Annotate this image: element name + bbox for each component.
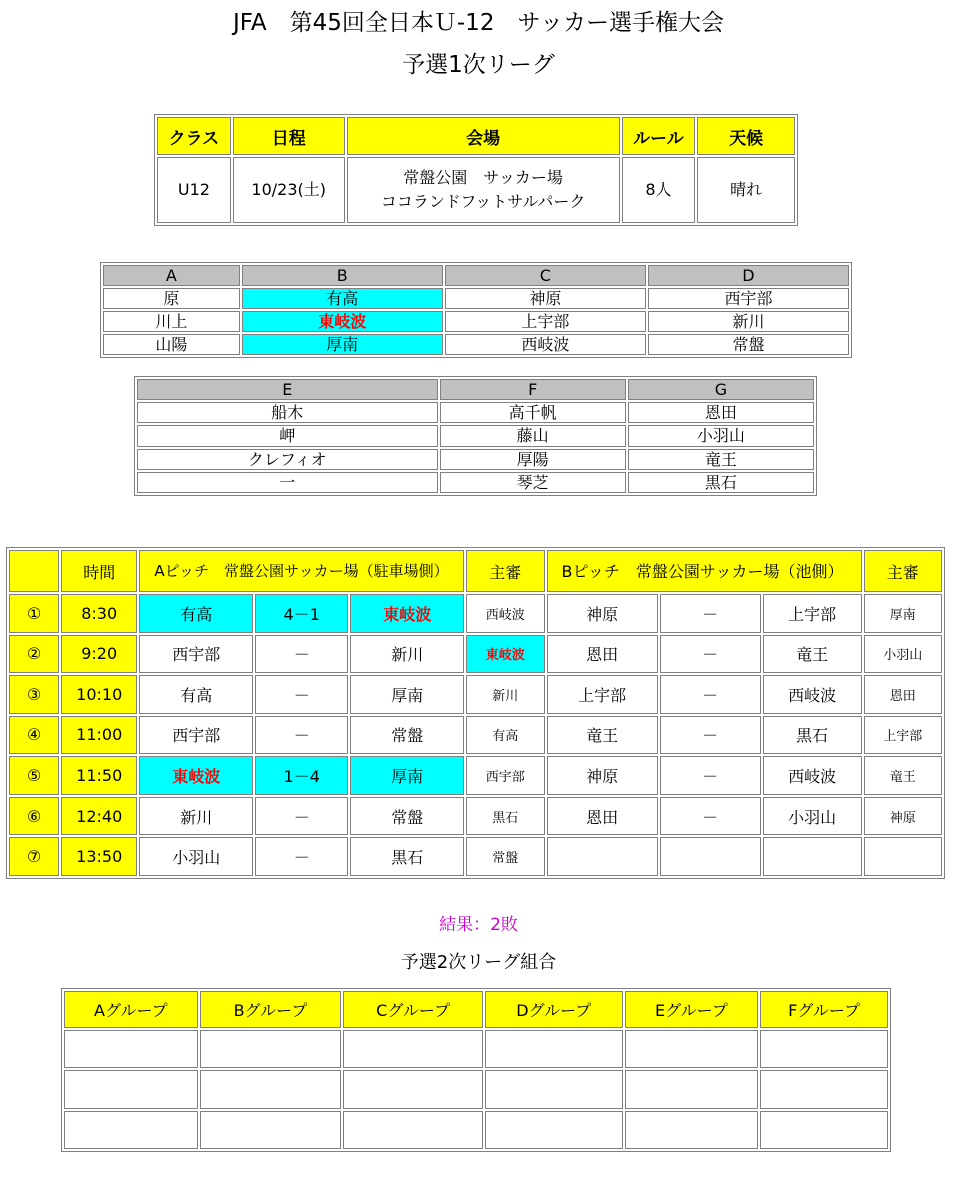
league2-header-c: Cグループ — [343, 991, 483, 1028]
league2-cell — [200, 1111, 342, 1149]
group-team: 厚陽 — [440, 449, 626, 470]
group-team: 上宇部 — [445, 311, 646, 332]
match-number: ⑤ — [9, 756, 59, 795]
group-header-b: B — [242, 265, 443, 286]
match-time: 10:10 — [61, 675, 137, 714]
class-value: U12 — [157, 157, 231, 223]
a-home-team: 有高 — [139, 675, 253, 714]
match-time: 11:50 — [61, 756, 137, 795]
b-home-team: 恩田 — [547, 797, 658, 836]
group-team: 常盤 — [648, 334, 849, 355]
match-number: ③ — [9, 675, 59, 714]
b-home-team — [547, 837, 658, 876]
group-team: 琴芝 — [440, 472, 626, 493]
header-pitch-a: Aピッチ 常盤公園サッカー場（駐車場側） — [139, 550, 464, 592]
b-score: － — [660, 675, 761, 714]
a-referee: 西宇部 — [466, 756, 544, 795]
a-home-team: 小羽山 — [139, 837, 253, 876]
header-referee-a: 主審 — [466, 550, 544, 592]
a-home-team: 西宇部 — [139, 635, 253, 674]
group-team: 新川 — [648, 311, 849, 332]
a-referee: 西岐波 — [466, 594, 544, 633]
a-referee: 新川 — [466, 675, 544, 714]
league2-cell — [760, 1111, 888, 1149]
group-team: 西岐波 — [445, 334, 646, 355]
rule-value: 8人 — [622, 157, 696, 223]
header-blank — [9, 550, 59, 592]
b-home-team: 竜王 — [547, 716, 658, 755]
b-away-team: 黒石 — [763, 716, 862, 755]
b-score — [660, 837, 761, 876]
b-away-team: 小羽山 — [763, 797, 862, 836]
b-referee: 恩田 — [864, 675, 942, 714]
a-home-team: 有高 — [139, 594, 253, 633]
b-home-team: 恩田 — [547, 635, 658, 674]
a-away-team: 厚南 — [350, 756, 464, 795]
b-score: － — [660, 756, 761, 795]
match-time: 13:50 — [61, 837, 137, 876]
league2-cell — [343, 1070, 483, 1108]
header-venue: 会場 — [347, 117, 620, 155]
a-score: － — [255, 716, 348, 755]
league2-cell — [760, 1030, 888, 1068]
header-rule: ルール — [622, 117, 696, 155]
group-header-e: E — [137, 379, 438, 400]
schedule-table — [6, 547, 945, 879]
b-referee — [864, 837, 942, 876]
group-team: クレフィオ — [137, 449, 438, 470]
b-away-team — [763, 837, 862, 876]
league2-cell — [64, 1070, 198, 1108]
venue-value — [347, 157, 620, 223]
result-text: 結果：2敗 — [439, 915, 518, 935]
match-time: 9:20 — [61, 635, 137, 674]
b-home-team: 神原 — [547, 756, 658, 795]
league2-header-b: Bグループ — [200, 991, 342, 1028]
b-referee: 厚南 — [864, 594, 942, 633]
b-home-team: 上宇部 — [547, 675, 658, 714]
group-team: 神原 — [445, 288, 646, 309]
group-header-a: A — [103, 265, 240, 286]
group-team: 原 — [103, 288, 240, 309]
a-score: － — [255, 675, 348, 714]
b-away-team: 西岐波 — [763, 675, 862, 714]
weather-value: 晴れ — [697, 157, 795, 223]
group-team: 高千帆 — [440, 402, 626, 423]
league2-cell — [485, 1030, 623, 1068]
group-team: 恩田 — [628, 402, 814, 423]
group-team: 岬 — [137, 425, 438, 446]
league2-cell — [625, 1111, 759, 1149]
match-number: ④ — [9, 716, 59, 755]
league2-cell — [200, 1030, 342, 1068]
b-score: － — [660, 716, 761, 755]
group-table-e-g — [134, 376, 817, 496]
group-team: 藤山 — [440, 425, 626, 446]
match-time: 12:40 — [61, 797, 137, 836]
venue-line1: 常盤公園 サッカー場 — [403, 168, 563, 187]
group-team: 小羽山 — [628, 425, 814, 446]
league2-cell — [625, 1030, 759, 1068]
group-team: 一 — [137, 472, 438, 493]
league2-header-e: Eグループ — [625, 991, 759, 1028]
a-away-team: 東岐波 — [350, 594, 464, 633]
a-referee: 有高 — [466, 716, 544, 755]
a-home-team: 西宇部 — [139, 716, 253, 755]
header-referee-b: 主審 — [864, 550, 942, 592]
b-away-team: 上宇部 — [763, 594, 862, 633]
a-away-team: 常盤 — [350, 716, 464, 755]
match-number: ① — [9, 594, 59, 633]
b-away-team: 西岐波 — [763, 756, 862, 795]
b-home-team: 神原 — [547, 594, 658, 633]
a-home-team-highlight: 東岐波 — [139, 756, 253, 795]
group-header-f: F — [440, 379, 626, 400]
b-referee: 小羽山 — [864, 635, 942, 674]
b-score: － — [660, 594, 761, 633]
group-team: 竜王 — [628, 449, 814, 470]
group-team: 厚南 — [242, 334, 443, 355]
a-score: 1－4 — [255, 756, 348, 795]
match-number: ② — [9, 635, 59, 674]
a-home-team: 新川 — [139, 797, 253, 836]
a-away-team: 新川 — [350, 635, 464, 674]
b-score: － — [660, 797, 761, 836]
header-time: 時間 — [61, 550, 137, 592]
group-table-a-d — [100, 262, 852, 358]
league2-header-d: Dグループ — [485, 991, 623, 1028]
a-referee: 常盤 — [466, 837, 544, 876]
group-header-g: G — [628, 379, 814, 400]
b-referee: 上宇部 — [864, 716, 942, 755]
b-score: － — [660, 635, 761, 674]
info-table — [154, 114, 798, 226]
a-away-team: 厚南 — [350, 675, 464, 714]
a-referee-highlight: 東岐波 — [466, 635, 544, 674]
group-team: 西宇部 — [648, 288, 849, 309]
league2-cell — [200, 1070, 342, 1108]
group-header-d: D — [648, 265, 849, 286]
match-time: 8:30 — [61, 594, 137, 633]
a-score: － — [255, 635, 348, 674]
league2-cell — [343, 1030, 483, 1068]
a-score: － — [255, 837, 348, 876]
b-referee: 神原 — [864, 797, 942, 836]
b-referee: 竜王 — [864, 756, 942, 795]
venue-line2: ココランドフットサルパーク — [380, 192, 586, 211]
league2-cell — [64, 1030, 198, 1068]
league2-cell — [64, 1111, 198, 1149]
league2-cell — [343, 1111, 483, 1149]
header-weather: 天候 — [697, 117, 795, 155]
league2-cell — [760, 1070, 888, 1108]
match-number: ⑦ — [9, 837, 59, 876]
league2-header-f: Fグループ — [760, 991, 888, 1028]
league2-title: 予選2次リーグ組合 — [400, 952, 557, 973]
a-away-team: 黒石 — [350, 837, 464, 876]
match-time: 11:00 — [61, 716, 137, 755]
date-value: 10/23(土) — [233, 157, 345, 223]
league2-cell — [625, 1070, 759, 1108]
group-team: 山陽 — [103, 334, 240, 355]
a-referee: 黒石 — [466, 797, 544, 836]
group-team: 船木 — [137, 402, 438, 423]
group-team-highlight: 東岐波 — [242, 311, 443, 332]
group-header-c: C — [445, 265, 646, 286]
header-class: クラス — [157, 117, 231, 155]
page-subtitle: 予選1次リーグ — [402, 52, 555, 78]
page-title: JFA 第45回全日本Ｕ-12 サッカー選手権大会 — [232, 10, 724, 36]
group-team: 川上 — [103, 311, 240, 332]
a-score: － — [255, 797, 348, 836]
header-date: 日程 — [233, 117, 345, 155]
league2-header-a: Aグループ — [64, 991, 198, 1028]
match-number: ⑥ — [9, 797, 59, 836]
league2-cell — [485, 1070, 623, 1108]
b-away-team: 竜王 — [763, 635, 862, 674]
league2-cell — [485, 1111, 623, 1149]
a-away-team: 常盤 — [350, 797, 464, 836]
a-score: 4－1 — [255, 594, 348, 633]
group-team: 有高 — [242, 288, 443, 309]
league2-table — [61, 988, 891, 1152]
group-team: 黒石 — [628, 472, 814, 493]
header-pitch-b: Bピッチ 常盤公園サッカー場（池側） — [547, 550, 862, 592]
